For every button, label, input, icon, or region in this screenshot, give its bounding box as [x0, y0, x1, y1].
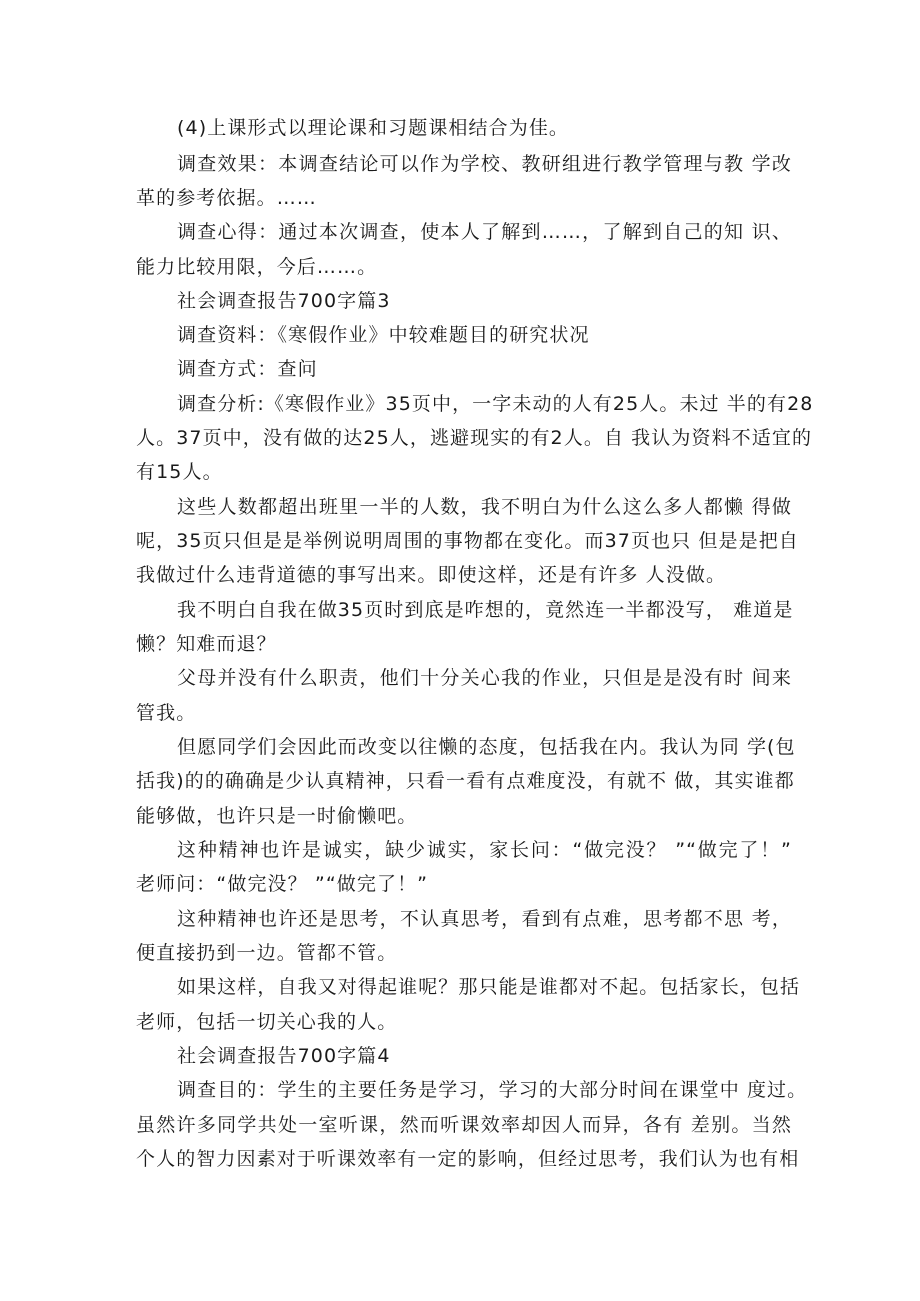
text-line: 这些人数都超出班里一半的人数，我不明白为什么这么多人都懒 得做 [177, 496, 792, 518]
text-line: 父母并没有什么职责，他们十分关心我的作业，只但是是没有时 间来 [177, 667, 792, 689]
text-line: 我不明白自我在做35页时到底是咋想的，竟然连一半都没写， 难道是 [177, 599, 794, 621]
text-line: 调查心得：通过本次调查，使本人了解到……，了解到自己的知 识、 [177, 221, 792, 243]
text-line: 调查分析:《寒假作业》35页中，一字未动的人有25人。未过 半的有28 [177, 393, 814, 415]
text-line: 我做过什么违背道德的事写出来。即使这样，还是有许多 人没做。 [136, 564, 727, 586]
text-line: 老师，包括一切关心我的人。 [136, 1011, 398, 1033]
text-line: 能够做，也许只是一时偷懒吧。 [136, 805, 418, 827]
text-line: 虽然许多同学共处一室听课，然而听课效率却因人而异，各有 差别。当然 [136, 1114, 792, 1136]
text-line: 呢，35页只但是是举例说明周围的事物都在变化。而37页也只 但是是把自 [136, 530, 799, 552]
text-line: 这种精神也许还是思考，不认真思考，看到有点难，思考都不思 考， [177, 908, 792, 930]
section-heading: 社会调查报告700字篇4 [177, 1045, 391, 1067]
text-line: 但愿同学们会因此而改变以往懒的态度，包括我在内。我认为同 学(包 [177, 736, 796, 758]
text-line: 调查方式：查问 [177, 358, 318, 380]
text-line: 如果这样，自我又对得起谁呢？那只能是谁都对不起。包括家长，包括 [177, 976, 801, 998]
text-line: 革的参考依据。…… [136, 187, 317, 209]
text-line: 有15人。 [136, 461, 223, 483]
text-line: 这种精神也许是诚实，缺少诚实，家长问：“做完没？ ”“做完了！” [177, 839, 792, 861]
text-line: 能力比较用限，今后……。 [136, 256, 378, 278]
text-line: 调查目的：学生的主要任务是学习，学习的大部分时间在课堂中 度过。 [177, 1079, 808, 1101]
text-line: (4)上课形式以理论课和习题课相结合为佳。 [177, 117, 570, 139]
text-line: 调查效果：本调查结论可以作为学校、教研组进行教学管理与教 学改 [177, 153, 792, 175]
text-line: 人。37页中，没有做的达25人，逃避现实的有2人。自 我认为资料不适宜的 [136, 427, 813, 449]
text-line: 便直接扔到一边。管都不管。 [136, 942, 398, 964]
text-line: 管我。 [136, 702, 197, 724]
text-line: 老师问：“做完没？ ”“做完了！” [136, 873, 429, 895]
text-line: 调查资料：《寒假作业》中较难题目的研究状况 [177, 324, 590, 346]
section-heading: 社会调查报告700字篇3 [177, 290, 391, 312]
text-line: 懒？知难而退？ [136, 633, 277, 655]
text-line: 括我)的的确确是少认真精神，只看一看有点难度没，有就不 做，其实谁都 [136, 770, 795, 792]
text-line: 个人的智力因素对于听课效率有一定的影响，但经过思考，我们认为也有相 [136, 1148, 800, 1170]
